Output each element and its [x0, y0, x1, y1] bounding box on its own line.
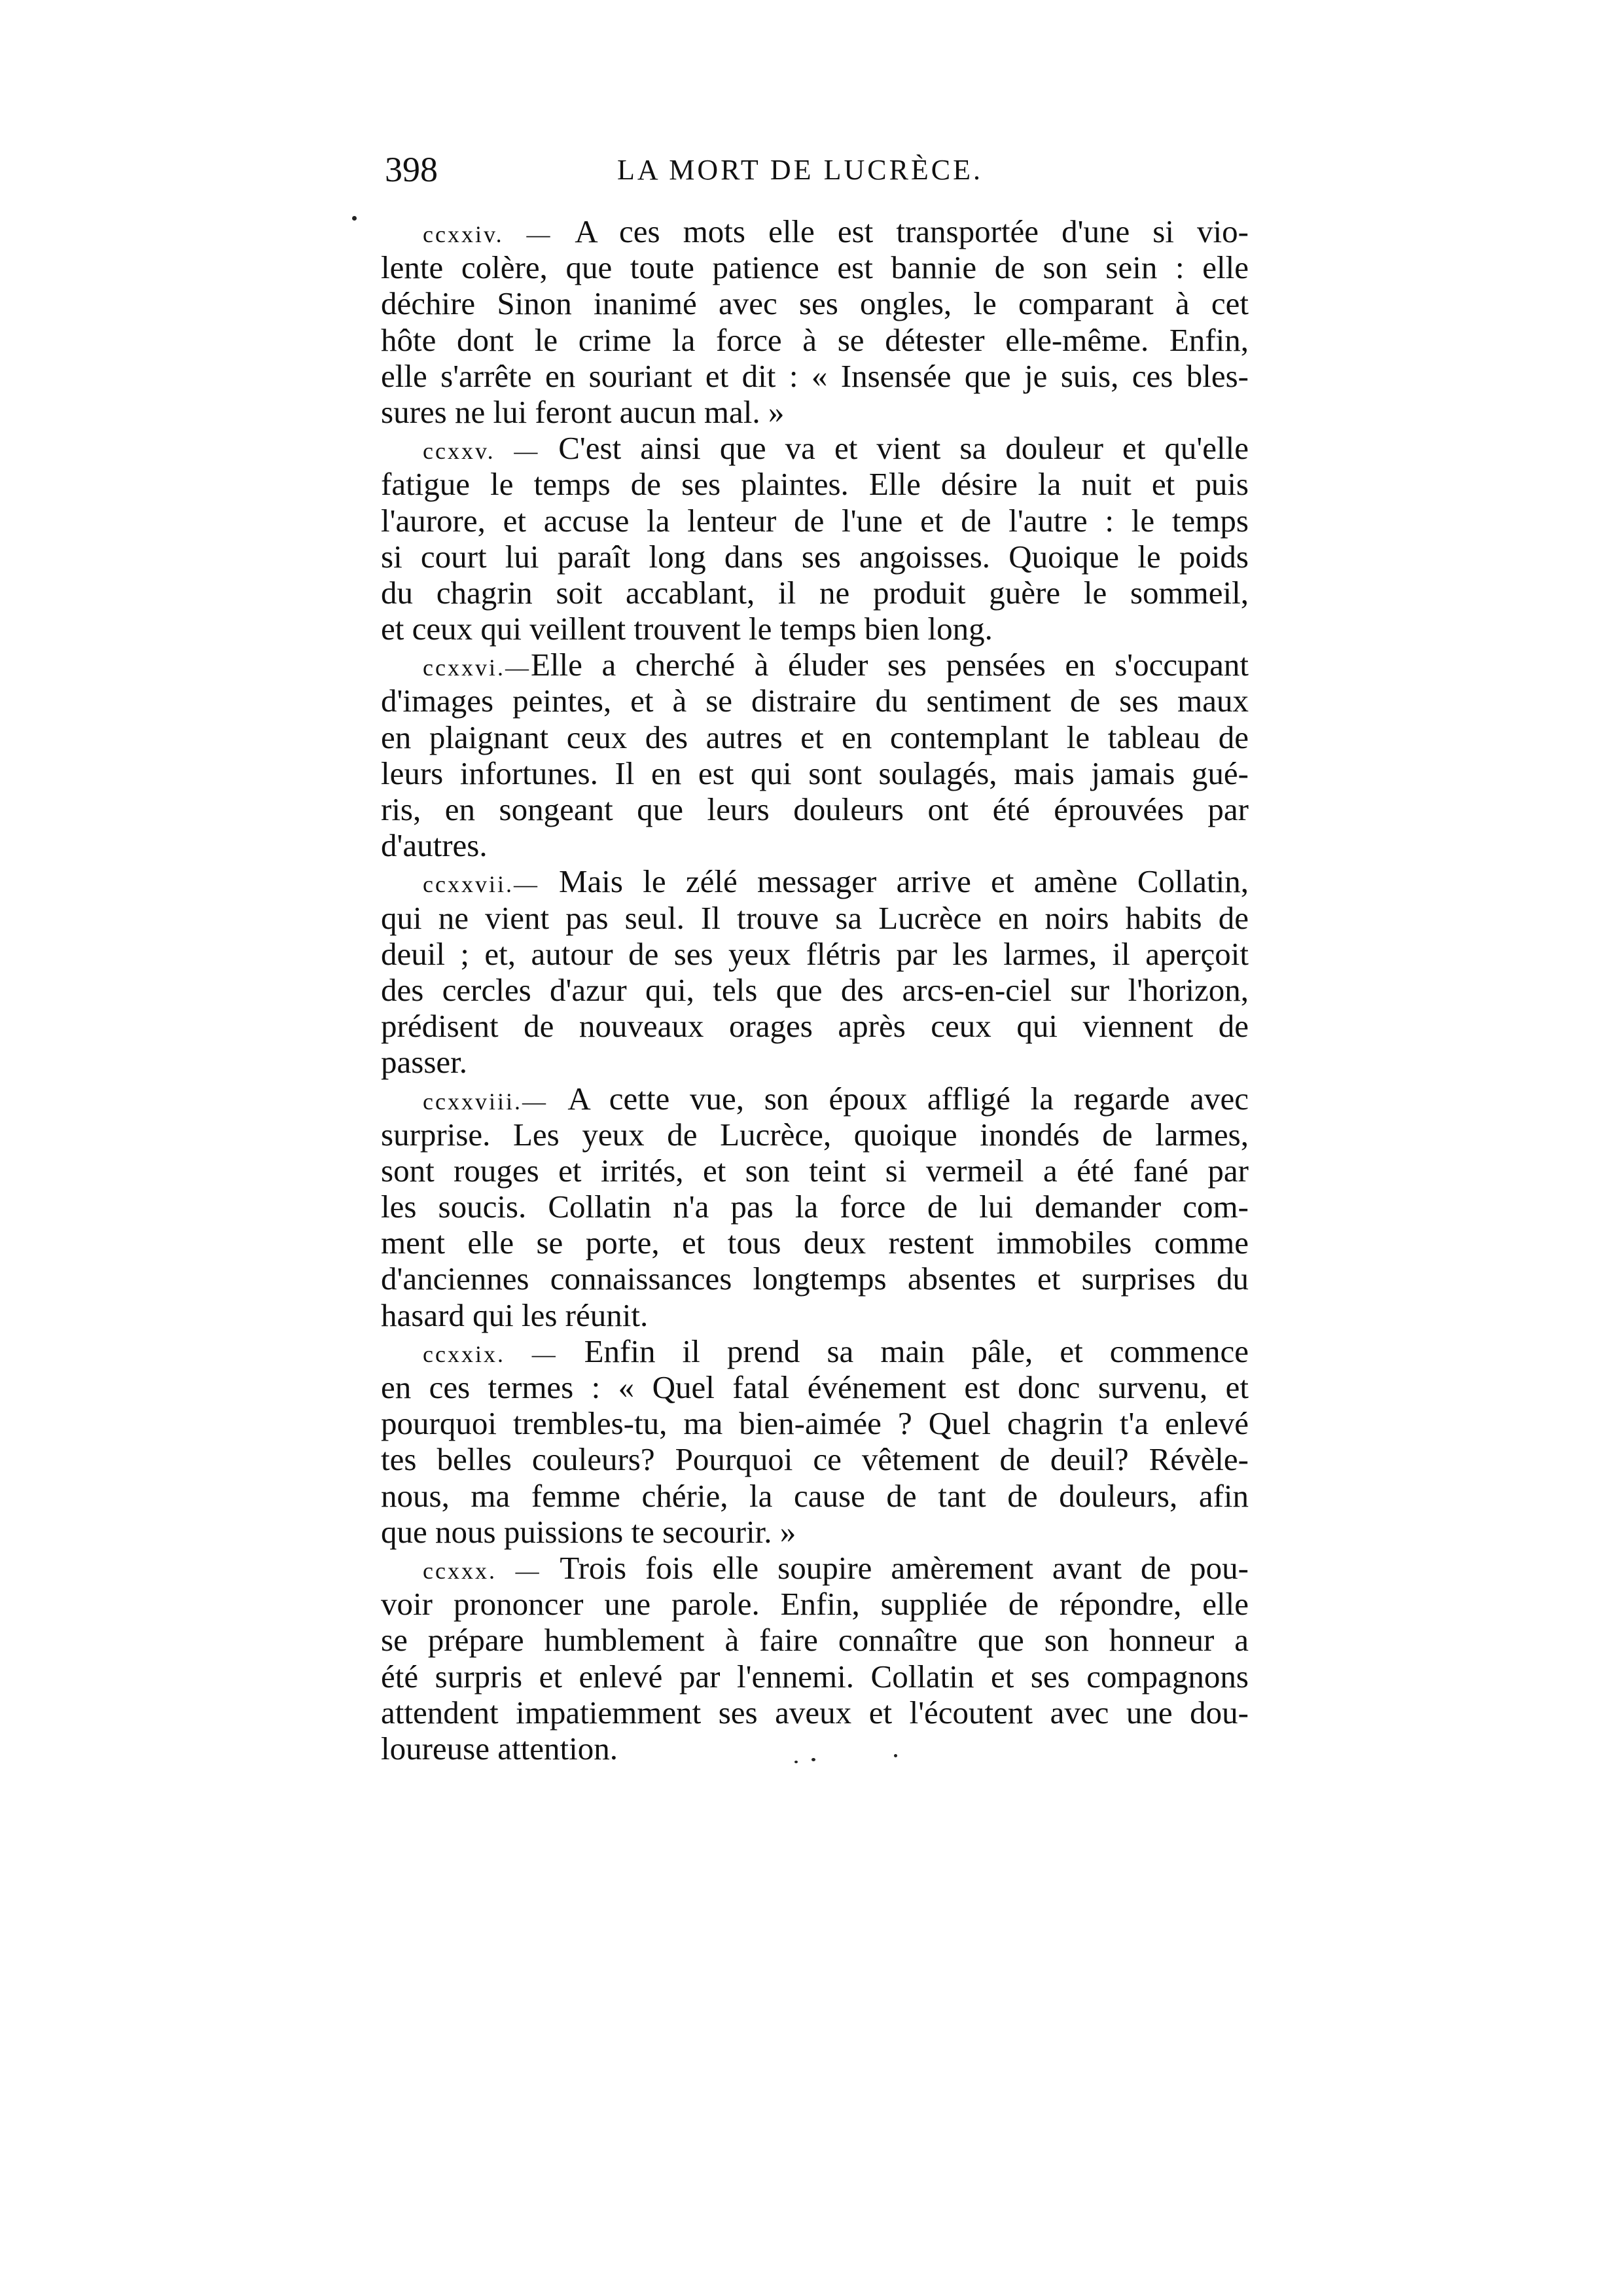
- page-body: [381, 213, 1249, 1767]
- line-text: que nous puissions te secourir. »: [381, 1513, 796, 1550]
- text-line: [381, 575, 1249, 611]
- line-text: du chagrin soit accablant, il ne produit guère le sommeil,: [381, 574, 1249, 611]
- text-line: [381, 827, 1249, 863]
- line-text: en ces termes : « Quel fatal événement est donc survenu, et: [381, 1369, 1249, 1405]
- line-text: elle s'arrête en souriant et dit : « Insensée que je suis, ces bles-: [381, 357, 1249, 394]
- text-line: [381, 863, 1249, 899]
- line-text: et ceux qui veillent trouvent le temps bien long.: [381, 611, 993, 647]
- text-line: [381, 322, 1249, 358]
- text-line: [381, 972, 1249, 1008]
- paragraph: [381, 863, 1249, 1080]
- scan-speck: [894, 1754, 897, 1757]
- line-text: pourquoi trembles-tu, ma bien-aimée ? Quel chagrin t'a enlevé: [381, 1405, 1249, 1442]
- stanza-number: ccxxvii.—: [423, 871, 559, 898]
- text-line: [381, 755, 1249, 791]
- text-line: [381, 249, 1249, 285]
- line-text: l'aurore, et accuse la lenteur de l'une et de l'autre : le temps: [381, 502, 1249, 539]
- line-text: déchire Sinon inanimé avec ses ongles, le comparant à cet: [381, 285, 1249, 322]
- line-text: surprise. Les yeux de Lucrèce, quoique inondés de larmes,: [381, 1116, 1249, 1153]
- line-text: attendent impatiemment ses aveux et l'écoutent avec une dou-: [381, 1694, 1249, 1731]
- text-line: [381, 430, 1249, 466]
- text-line: [381, 1297, 1249, 1333]
- text-line: [381, 1405, 1249, 1441]
- line-text: d'anciennes connaissances longtemps absentes et surprises du: [381, 1261, 1249, 1297]
- text-line: [381, 611, 1249, 647]
- text-line: [381, 466, 1249, 502]
- paragraph: [381, 1333, 1249, 1550]
- stanza-number: ccxxviii.—: [423, 1088, 568, 1115]
- line-text: deuil ; et, autour de ses yeux flétris par les larmes, il aperçoit: [381, 935, 1249, 972]
- text-line: [381, 1659, 1249, 1695]
- line-text: été surpris et enlevé par l'ennemi. Collatin et ses compagnons: [381, 1658, 1249, 1695]
- paragraph: [381, 647, 1249, 863]
- text-line: [381, 683, 1249, 719]
- line-text: en plaignant ceux des autres et en contemplant le tableau de: [381, 719, 1249, 755]
- paragraph: [381, 213, 1249, 430]
- running-header: [385, 149, 1249, 191]
- stanza-number: ccxxx. —: [423, 1557, 560, 1584]
- text-line: [381, 1622, 1249, 1658]
- text-line: [381, 394, 1249, 430]
- text-line: [381, 1441, 1249, 1477]
- text-line: [381, 1081, 1249, 1117]
- text-line: [381, 285, 1249, 321]
- line-text: Mais le zélé messager arrive et amène Collatin,: [558, 863, 1249, 900]
- text-line: [381, 1261, 1249, 1297]
- line-text: des cercles d'azur qui, tels que des arcs-en-ciel sur l'horizon,: [381, 971, 1249, 1008]
- text-line: [381, 1044, 1249, 1080]
- line-text: fatigue le temps de ses plaintes. Elle désire la nuit et puis: [381, 466, 1249, 503]
- line-text: A cette vue, son époux affligé la regarde avec: [567, 1080, 1249, 1117]
- paragraph: [381, 430, 1249, 647]
- line-text: ment elle se porte, et tous deux restent immobiles comme: [381, 1225, 1249, 1261]
- line-text: loureuse attention.: [381, 1730, 618, 1767]
- scan-speck: [352, 216, 357, 221]
- line-text: tes belles couleurs? Pourquoi ce vêtement de deuil? Révèle-: [381, 1441, 1249, 1478]
- text-line: [381, 1153, 1249, 1189]
- line-text: Elle a cherché à éluder ses pensées en s'occupant: [530, 647, 1249, 683]
- text-line: [381, 1514, 1249, 1550]
- scan-speck: [812, 1758, 815, 1761]
- paragraph: [381, 1550, 1249, 1767]
- line-text: se prépare humblement à faire connaître que son honneur a: [381, 1622, 1249, 1659]
- text-line: [381, 791, 1249, 827]
- text-line: [381, 1008, 1249, 1044]
- line-text: sures ne lui feront aucun mal. »: [381, 393, 785, 430]
- scan-speck: [794, 1761, 798, 1763]
- page-number: 398: [385, 150, 438, 189]
- line-text: Trois fois elle soupire amèrement avant de pou-: [560, 1549, 1249, 1586]
- line-text: si court lui paraît long dans ses angoisses. Quoique le poids: [381, 538, 1249, 575]
- stanza-number: ccxxix. —: [423, 1340, 584, 1367]
- text-line: [381, 1225, 1249, 1261]
- line-text: voir prononcer une parole. Enfin, suppliée de répondre, elle: [381, 1586, 1249, 1623]
- text-line: [381, 1695, 1249, 1731]
- line-text: d'images peintes, et à se distraire du sentiment de ses maux: [381, 683, 1249, 719]
- line-text: d'autres.: [381, 827, 488, 864]
- text-line: [381, 539, 1249, 575]
- line-text: sont rouges et irrités, et son teint si vermeil a été fané par: [381, 1152, 1249, 1189]
- text-line: [381, 647, 1249, 683]
- line-text: prédisent de nouveaux orages après ceux qui viennent de: [381, 1008, 1249, 1045]
- running-title: LA MORT DE LUCRÈCE.: [617, 154, 984, 186]
- stanza-number: ccxxiv. —: [423, 221, 575, 247]
- text-line: [381, 1586, 1249, 1622]
- line-text: C'est ainsi que va et vient sa douleur et qu'elle: [558, 430, 1249, 467]
- line-text: nous, ma femme chérie, la cause de tant de douleurs, afin: [381, 1477, 1249, 1514]
- line-text: hôte dont le crime la force à se détester elle-même. Enfin,: [381, 321, 1249, 358]
- text-line: [381, 1117, 1249, 1153]
- text-line: [381, 719, 1249, 755]
- text-line: [381, 900, 1249, 936]
- stanza-number: ccxxv. —: [423, 438, 559, 465]
- text-line: [381, 503, 1249, 539]
- text-line: [381, 1550, 1249, 1586]
- line-text: lente colère, que toute patience est bannie de son sein : elle: [381, 249, 1249, 286]
- line-text: ris, en songeant que leurs douleurs ont été éprouvées par: [381, 791, 1249, 827]
- line-text: qui ne vient pas seul. Il trouve sa Lucrèce en noirs habits de: [381, 899, 1249, 936]
- text-line: [381, 358, 1249, 394]
- line-text: les soucis. Collatin n'a pas la force de lui demander com-: [381, 1189, 1249, 1225]
- line-text: hasard qui les réunit.: [381, 1297, 649, 1333]
- text-line: [381, 213, 1249, 249]
- line-text: Enfin il prend sa main pâle, et commence: [584, 1333, 1249, 1369]
- line-text: A ces mots elle est transportée d'une si vio-: [575, 213, 1249, 249]
- text-line: [381, 1369, 1249, 1405]
- paragraph: [381, 1081, 1249, 1333]
- text-line: [381, 1731, 1249, 1767]
- stanza-number: ccxxvi.—: [423, 655, 531, 681]
- line-text: leurs infortunes. Il en est qui sont soulagés, mais jamais gué-: [381, 755, 1249, 791]
- text-line: [381, 936, 1249, 972]
- text-line: [381, 1478, 1249, 1514]
- text-line: [381, 1189, 1249, 1225]
- text-line: [381, 1333, 1249, 1369]
- line-text: passer.: [381, 1044, 467, 1081]
